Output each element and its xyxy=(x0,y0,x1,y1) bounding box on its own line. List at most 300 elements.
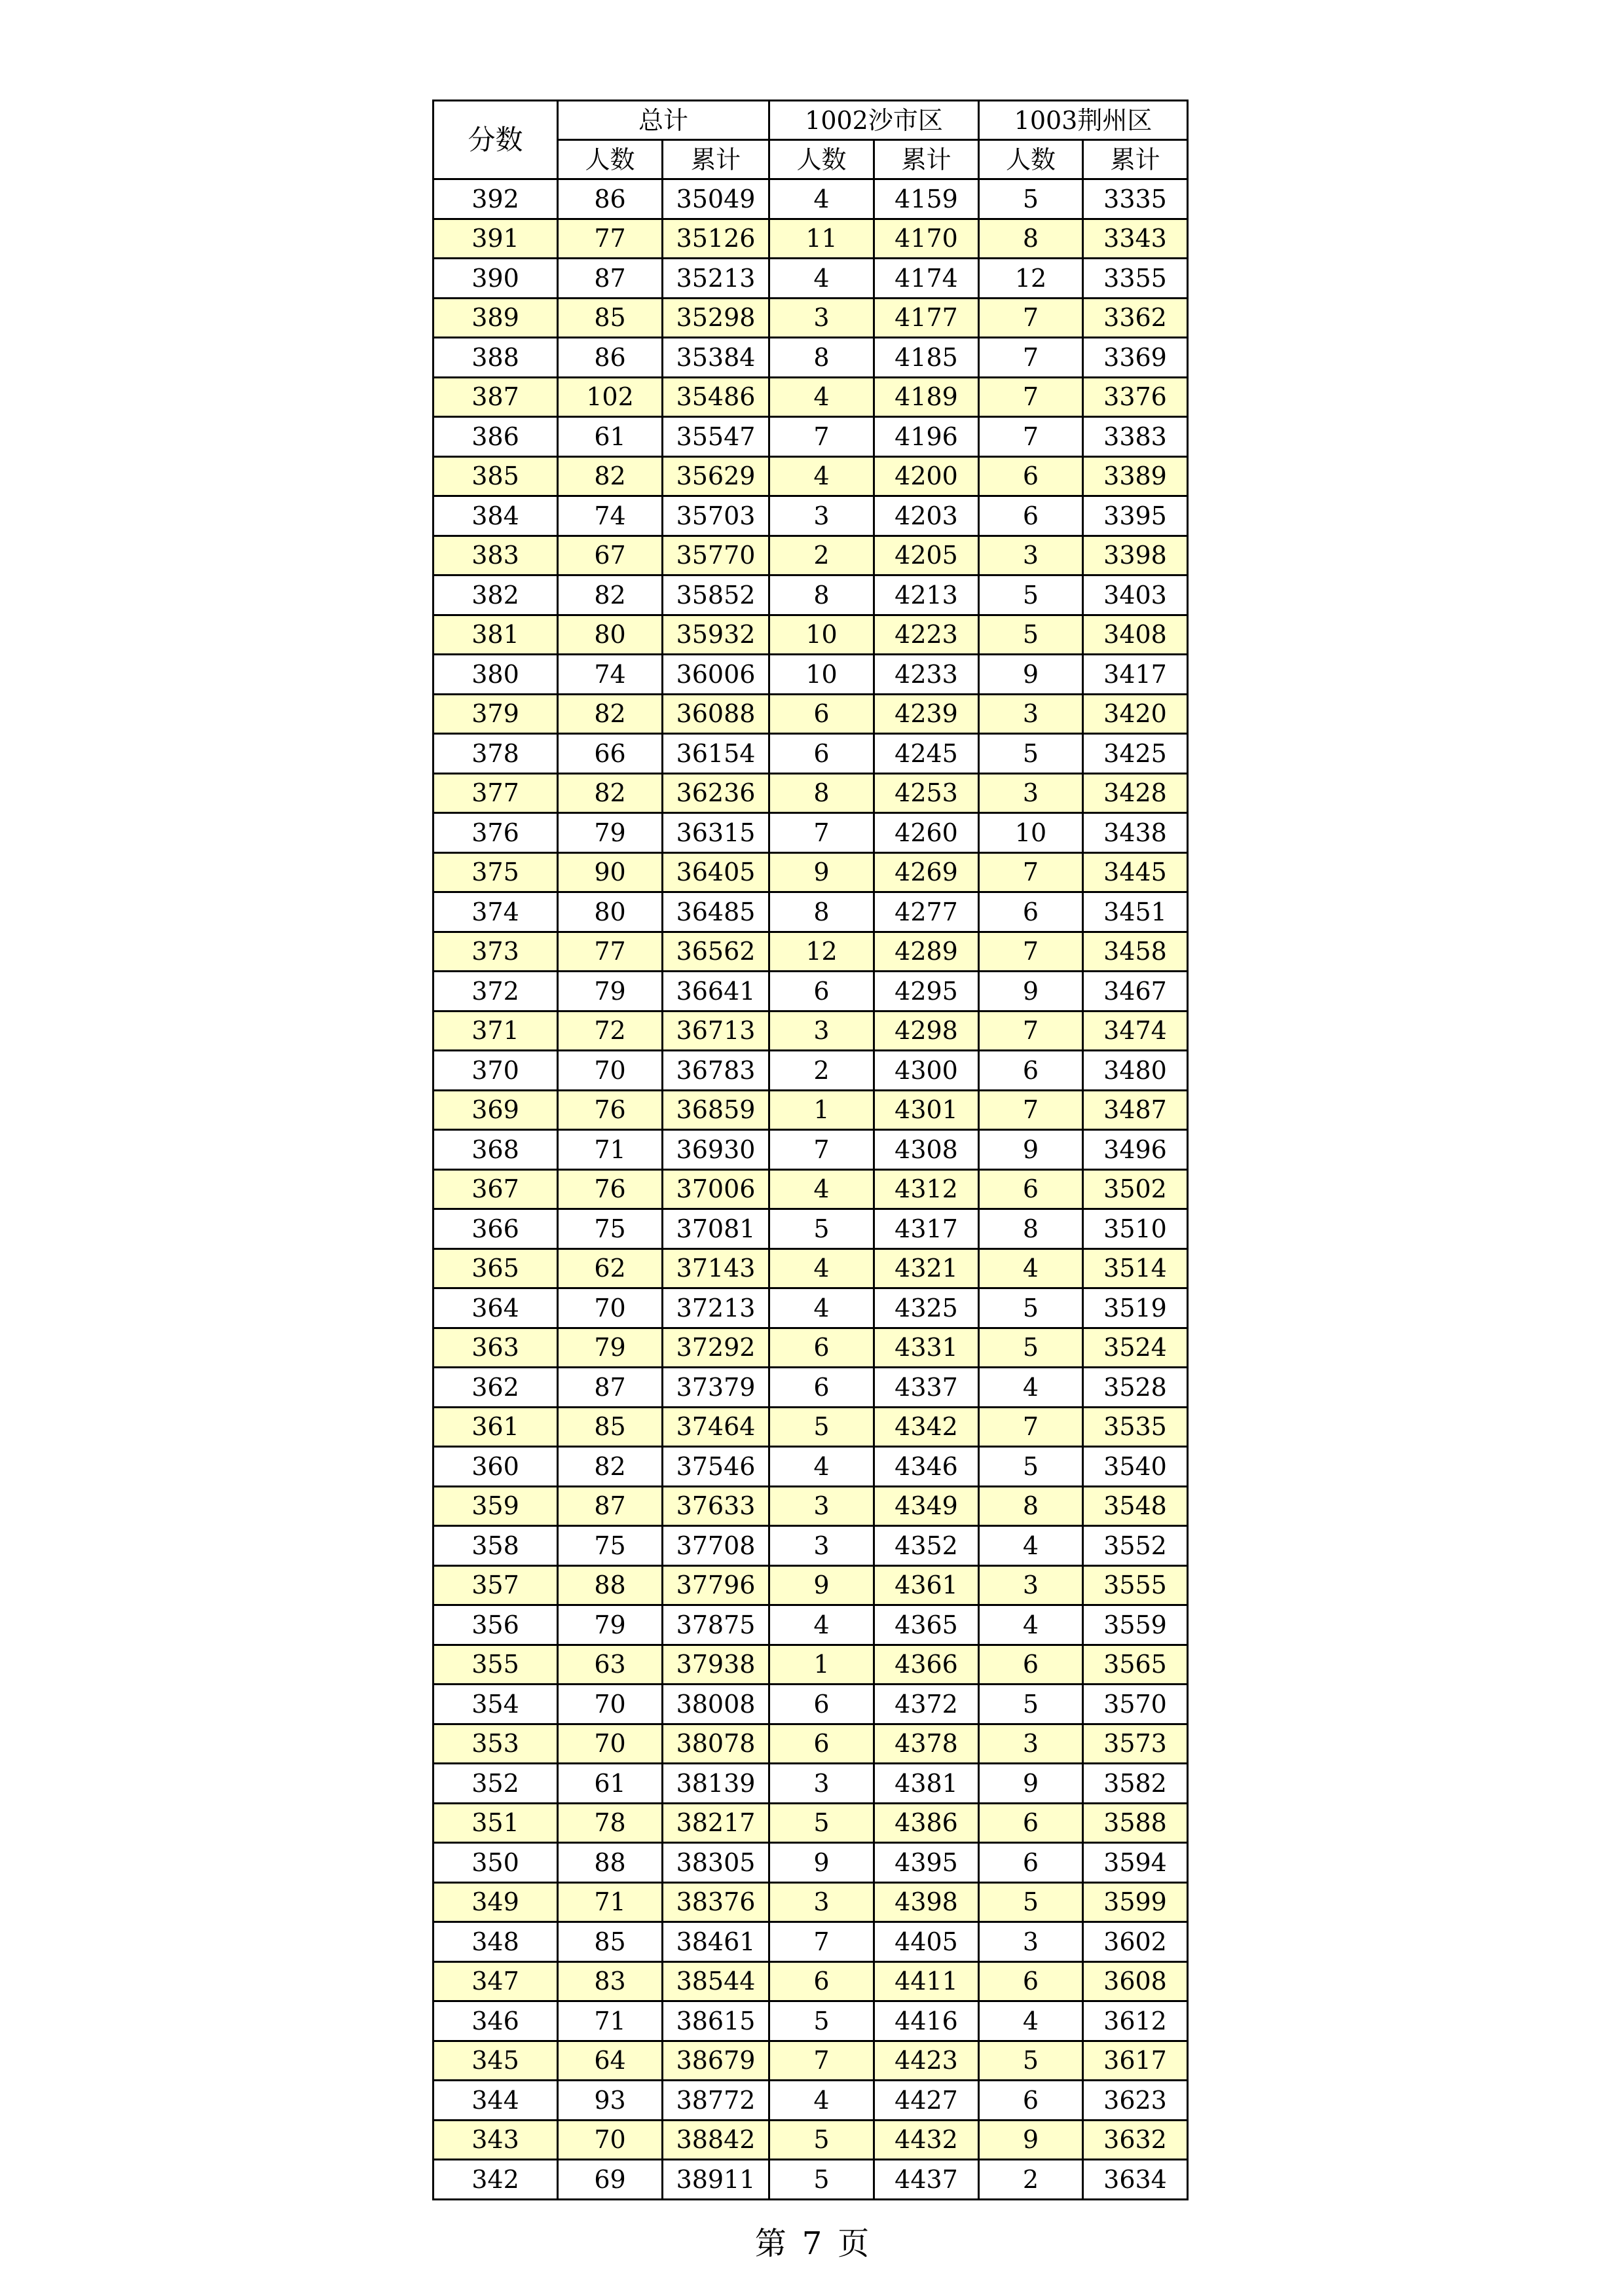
score-cell: 358 xyxy=(434,1526,558,1566)
total-cumulative-cell: 37938 xyxy=(663,1645,769,1685)
total-count-cell: 86 xyxy=(558,179,663,219)
shashi-count-cell: 2 xyxy=(769,1051,874,1091)
jingzhou-count-cell: 5 xyxy=(979,1882,1083,1922)
jingzhou-cumulative-cell: 3632 xyxy=(1083,2120,1188,2160)
jingzhou-cumulative-cell: 3474 xyxy=(1083,1011,1188,1051)
shashi-cumulative-cell: 4174 xyxy=(874,259,979,299)
jingzhou-count-cell: 7 xyxy=(979,377,1083,417)
table-row xyxy=(434,417,1188,457)
shashi-count-cell: 5 xyxy=(769,2160,874,2200)
table-row xyxy=(434,1803,1188,1843)
table-row xyxy=(434,179,1188,219)
jingzhou-cumulative-cell: 3570 xyxy=(1083,1685,1188,1724)
score-cell: 346 xyxy=(434,2001,558,2041)
table-row xyxy=(434,1248,1188,1288)
score-cell: 355 xyxy=(434,1645,558,1685)
score-cell: 365 xyxy=(434,1248,558,1288)
score-cell: 388 xyxy=(434,338,558,378)
shashi-count-cell: 5 xyxy=(769,2120,874,2160)
shashi-count-cell: 6 xyxy=(769,1328,874,1368)
jingzhou-count-cell: 4 xyxy=(979,1368,1083,1408)
jingzhou-count-cell: 10 xyxy=(979,813,1083,853)
total-count-cell: 77 xyxy=(558,932,663,972)
shashi-count-cell: 6 xyxy=(769,734,874,774)
jingzhou-cumulative-cell: 3519 xyxy=(1083,1288,1188,1328)
shashi-cumulative-header: 累计 xyxy=(874,140,979,179)
shashi-cumulative-cell: 4233 xyxy=(874,655,979,695)
jingzhou-count-cell: 7 xyxy=(979,932,1083,972)
table-row xyxy=(434,813,1188,853)
total-cumulative-cell: 38461 xyxy=(663,1922,769,1962)
jingzhou-cumulative-cell: 3395 xyxy=(1083,496,1188,536)
table-row xyxy=(434,456,1188,496)
shashi-count-cell: 7 xyxy=(769,1130,874,1170)
total-cumulative-cell: 38679 xyxy=(663,2041,769,2081)
total-cumulative-cell: 35126 xyxy=(663,219,769,259)
total-cumulative-header: 累计 xyxy=(663,140,769,179)
shashi-cumulative-cell: 4223 xyxy=(874,615,979,655)
jingzhou-count-cell: 5 xyxy=(979,575,1083,615)
score-cell: 378 xyxy=(434,734,558,774)
jingzhou-cumulative-cell: 3417 xyxy=(1083,655,1188,695)
score-cell: 383 xyxy=(434,536,558,575)
jingzhou-cumulative-cell: 3599 xyxy=(1083,1882,1188,1922)
total-cumulative-cell: 38772 xyxy=(663,2081,769,2121)
jingzhou-cumulative-cell: 3524 xyxy=(1083,1328,1188,1368)
shashi-count-cell: 6 xyxy=(769,1724,874,1764)
shashi-cumulative-cell: 4398 xyxy=(874,1882,979,1922)
score-cell: 352 xyxy=(434,1764,558,1804)
total-count-cell: 79 xyxy=(558,813,663,853)
shashi-cumulative-cell: 4386 xyxy=(874,1803,979,1843)
score-cell: 353 xyxy=(434,1724,558,1764)
jingzhou-count-cell: 3 xyxy=(979,773,1083,813)
jingzhou-count-cell: 5 xyxy=(979,615,1083,655)
total-cumulative-cell: 36154 xyxy=(663,734,769,774)
score-cell: 344 xyxy=(434,2081,558,2121)
score-table xyxy=(432,100,1189,2200)
shashi-count-cell: 6 xyxy=(769,1368,874,1408)
total-count-cell: 80 xyxy=(558,892,663,932)
shashi-cumulative-cell: 4308 xyxy=(874,1130,979,1170)
shashi-cumulative-cell: 4317 xyxy=(874,1209,979,1249)
total-cumulative-cell: 35213 xyxy=(663,259,769,299)
jingzhou-count-cell: 6 xyxy=(979,1803,1083,1843)
shashi-count-cell: 8 xyxy=(769,892,874,932)
shashi-cumulative-cell: 4325 xyxy=(874,1288,979,1328)
jingzhou-cumulative-cell: 3383 xyxy=(1083,417,1188,457)
total-count-cell: 69 xyxy=(558,2160,663,2200)
jingzhou-cumulative-cell: 3376 xyxy=(1083,377,1188,417)
jingzhou-cumulative-cell: 3369 xyxy=(1083,338,1188,378)
total-count-cell: 78 xyxy=(558,1803,663,1843)
shashi-cumulative-cell: 4298 xyxy=(874,1011,979,1051)
jingzhou-cumulative-cell: 3451 xyxy=(1083,892,1188,932)
shashi-cumulative-cell: 4189 xyxy=(874,377,979,417)
score-cell: 389 xyxy=(434,298,558,338)
score-cell: 368 xyxy=(434,1130,558,1170)
total-count-cell: 85 xyxy=(558,298,663,338)
jingzhou-count-cell: 4 xyxy=(979,1605,1083,1645)
shashi-count-cell: 9 xyxy=(769,1843,874,1883)
total-count-cell: 88 xyxy=(558,1565,663,1605)
jingzhou-count-cell: 8 xyxy=(979,1486,1083,1526)
shashi-count-cell: 2 xyxy=(769,536,874,575)
score-cell: 348 xyxy=(434,1922,558,1962)
total-cumulative-cell: 35770 xyxy=(663,536,769,575)
shashi-count-cell: 5 xyxy=(769,1407,874,1447)
jingzhou-cumulative-cell: 3617 xyxy=(1083,2041,1188,2081)
total-group-header: 总计 xyxy=(558,101,769,140)
shashi-cumulative-cell: 4395 xyxy=(874,1843,979,1883)
score-cell: 357 xyxy=(434,1565,558,1605)
table-row xyxy=(434,694,1188,734)
score-cell: 356 xyxy=(434,1605,558,1645)
score-cell: 392 xyxy=(434,179,558,219)
total-count-cell: 66 xyxy=(558,734,663,774)
total-cumulative-cell: 35852 xyxy=(663,575,769,615)
total-count-cell: 87 xyxy=(558,1368,663,1408)
score-cell: 362 xyxy=(434,1368,558,1408)
shashi-cumulative-cell: 4177 xyxy=(874,298,979,338)
shashi-count-cell: 12 xyxy=(769,932,874,972)
jingzhou-cumulative-cell: 3425 xyxy=(1083,734,1188,774)
score-cell: 382 xyxy=(434,575,558,615)
shashi-cumulative-cell: 4337 xyxy=(874,1368,979,1408)
total-count-cell: 71 xyxy=(558,2001,663,2041)
shashi-cumulative-cell: 4321 xyxy=(874,1248,979,1288)
shashi-cumulative-cell: 4411 xyxy=(874,1961,979,2001)
jingzhou-cumulative-cell: 3623 xyxy=(1083,2081,1188,2121)
jingzhou-cumulative-cell: 3535 xyxy=(1083,1407,1188,1447)
shashi-count-cell: 10 xyxy=(769,615,874,655)
shashi-count-cell: 8 xyxy=(769,338,874,378)
score-cell: 369 xyxy=(434,1090,558,1130)
total-count-cell: 70 xyxy=(558,1051,663,1091)
table-row xyxy=(434,1288,1188,1328)
table-row xyxy=(434,1961,1188,2001)
jingzhou-count-cell: 5 xyxy=(979,1685,1083,1724)
jingzhou-cumulative-cell: 3555 xyxy=(1083,1565,1188,1605)
jingzhou-cumulative-cell: 3335 xyxy=(1083,179,1188,219)
table-row xyxy=(434,734,1188,774)
score-cell: 370 xyxy=(434,1051,558,1091)
shashi-count-cell: 4 xyxy=(769,1447,874,1487)
table-row xyxy=(434,655,1188,695)
total-count-cell: 102 xyxy=(558,377,663,417)
total-cumulative-cell: 36315 xyxy=(663,813,769,853)
jingzhou-cumulative-cell: 3428 xyxy=(1083,773,1188,813)
total-count-cell: 74 xyxy=(558,655,663,695)
page-footer xyxy=(0,2218,1624,2263)
score-cell: 372 xyxy=(434,972,558,1011)
shashi-cumulative-cell: 4365 xyxy=(874,1605,979,1645)
shashi-count-cell: 6 xyxy=(769,972,874,1011)
table-row xyxy=(434,1882,1188,1922)
jingzhou-count-cell: 5 xyxy=(979,1288,1083,1328)
jingzhou-count-cell: 6 xyxy=(979,456,1083,496)
shashi-group-header: 1002沙市区 xyxy=(769,101,979,140)
shashi-count-cell: 5 xyxy=(769,1803,874,1843)
shashi-count-header: 人数 xyxy=(769,140,874,179)
table-row xyxy=(434,377,1188,417)
table-row xyxy=(434,2041,1188,2081)
score-cell: 380 xyxy=(434,655,558,695)
jingzhou-cumulative-cell: 3502 xyxy=(1083,1169,1188,1209)
table-row xyxy=(434,1764,1188,1804)
table-row xyxy=(434,1407,1188,1447)
table-row xyxy=(434,1090,1188,1130)
table-row xyxy=(434,932,1188,972)
shashi-cumulative-cell: 4185 xyxy=(874,338,979,378)
shashi-cumulative-cell: 4277 xyxy=(874,892,979,932)
shashi-count-cell: 1 xyxy=(769,1645,874,1685)
jingzhou-cumulative-cell: 3548 xyxy=(1083,1486,1188,1526)
jingzhou-cumulative-cell: 3602 xyxy=(1083,1922,1188,1962)
shashi-count-cell: 8 xyxy=(769,575,874,615)
total-cumulative-cell: 38139 xyxy=(663,1764,769,1804)
shashi-count-cell: 4 xyxy=(769,1248,874,1288)
total-cumulative-cell: 37006 xyxy=(663,1169,769,1209)
jingzhou-count-cell: 5 xyxy=(979,734,1083,774)
total-count-cell: 70 xyxy=(558,1685,663,1724)
jingzhou-cumulative-cell: 3540 xyxy=(1083,1447,1188,1487)
total-count-cell: 82 xyxy=(558,1447,663,1487)
total-count-cell: 79 xyxy=(558,972,663,1011)
jingzhou-count-cell: 9 xyxy=(979,972,1083,1011)
jingzhou-count-cell: 7 xyxy=(979,417,1083,457)
jingzhou-cumulative-cell: 3552 xyxy=(1083,1526,1188,1566)
jingzhou-count-cell: 6 xyxy=(979,1961,1083,2001)
total-count-cell: 75 xyxy=(558,1209,663,1249)
jingzhou-cumulative-cell: 3496 xyxy=(1083,1130,1188,1170)
jingzhou-count-cell: 3 xyxy=(979,1724,1083,1764)
total-count-cell: 70 xyxy=(558,1288,663,1328)
shashi-cumulative-cell: 4213 xyxy=(874,575,979,615)
score-cell: 375 xyxy=(434,852,558,892)
table-row xyxy=(434,1368,1188,1408)
total-cumulative-cell: 37081 xyxy=(663,1209,769,1249)
table-row xyxy=(434,2001,1188,2041)
header-row-groups xyxy=(434,101,1188,140)
shashi-count-cell: 4 xyxy=(769,377,874,417)
shashi-cumulative-cell: 4253 xyxy=(874,773,979,813)
jingzhou-count-cell: 5 xyxy=(979,179,1083,219)
total-cumulative-cell: 36405 xyxy=(663,852,769,892)
score-column-header: 分数 xyxy=(434,101,558,179)
total-count-cell: 82 xyxy=(558,694,663,734)
jingzhou-cumulative-cell: 3438 xyxy=(1083,813,1188,853)
shashi-cumulative-cell: 4239 xyxy=(874,694,979,734)
table-row xyxy=(434,1685,1188,1724)
shashi-count-cell: 6 xyxy=(769,1685,874,1724)
score-cell: 354 xyxy=(434,1685,558,1724)
shashi-count-cell: 3 xyxy=(769,1882,874,1922)
jingzhou-count-cell: 8 xyxy=(979,1209,1083,1249)
score-cell: 349 xyxy=(434,1882,558,1922)
total-count-cell: 77 xyxy=(558,219,663,259)
jingzhou-count-cell: 7 xyxy=(979,1407,1083,1447)
total-cumulative-cell: 36859 xyxy=(663,1090,769,1130)
jingzhou-count-cell: 7 xyxy=(979,338,1083,378)
total-count-cell: 82 xyxy=(558,456,663,496)
table-row xyxy=(434,1011,1188,1051)
total-cumulative-cell: 37708 xyxy=(663,1526,769,1566)
total-cumulative-cell: 38615 xyxy=(663,2001,769,2041)
shashi-cumulative-cell: 4245 xyxy=(874,734,979,774)
shashi-count-cell: 8 xyxy=(769,773,874,813)
shashi-count-cell: 4 xyxy=(769,2081,874,2121)
total-count-cell: 93 xyxy=(558,2081,663,2121)
table-row xyxy=(434,1526,1188,1566)
total-cumulative-cell: 35486 xyxy=(663,377,769,417)
score-cell: 343 xyxy=(434,2120,558,2160)
jingzhou-count-cell: 9 xyxy=(979,655,1083,695)
shashi-cumulative-cell: 4300 xyxy=(874,1051,979,1091)
shashi-count-cell: 7 xyxy=(769,813,874,853)
jingzhou-count-cell: 4 xyxy=(979,2001,1083,2041)
shashi-count-cell: 3 xyxy=(769,298,874,338)
jingzhou-cumulative-cell: 3514 xyxy=(1083,1248,1188,1288)
shashi-cumulative-cell: 4423 xyxy=(874,2041,979,2081)
score-cell: 371 xyxy=(434,1011,558,1051)
table-row xyxy=(434,298,1188,338)
total-cumulative-cell: 37875 xyxy=(663,1605,769,1645)
shashi-count-cell: 7 xyxy=(769,2041,874,2081)
jingzhou-cumulative-cell: 3528 xyxy=(1083,1368,1188,1408)
score-cell: 376 xyxy=(434,813,558,853)
shashi-cumulative-cell: 4342 xyxy=(874,1407,979,1447)
shashi-cumulative-cell: 4196 xyxy=(874,417,979,457)
table-row xyxy=(434,1922,1188,1962)
shashi-cumulative-cell: 4200 xyxy=(874,456,979,496)
shashi-cumulative-cell: 4427 xyxy=(874,2081,979,2121)
total-count-cell: 62 xyxy=(558,1248,663,1288)
jingzhou-count-cell: 6 xyxy=(979,2081,1083,2121)
page-prefix: 第 xyxy=(754,2225,786,2262)
shashi-cumulative-cell: 4312 xyxy=(874,1169,979,1209)
jingzhou-count-header: 人数 xyxy=(979,140,1083,179)
score-cell: 367 xyxy=(434,1169,558,1209)
score-cell: 373 xyxy=(434,932,558,972)
shashi-count-cell: 5 xyxy=(769,2001,874,2041)
shashi-cumulative-cell: 4381 xyxy=(874,1764,979,1804)
shashi-cumulative-cell: 4295 xyxy=(874,972,979,1011)
total-count-cell: 61 xyxy=(558,417,663,457)
jingzhou-cumulative-cell: 3487 xyxy=(1083,1090,1188,1130)
score-cell: 384 xyxy=(434,496,558,536)
shashi-cumulative-cell: 4203 xyxy=(874,496,979,536)
jingzhou-count-cell: 9 xyxy=(979,2120,1083,2160)
shashi-cumulative-cell: 4260 xyxy=(874,813,979,853)
total-cumulative-cell: 38544 xyxy=(663,1961,769,2001)
score-cell: 386 xyxy=(434,417,558,457)
shashi-count-cell: 4 xyxy=(769,1288,874,1328)
table-body xyxy=(434,179,1188,2200)
jingzhou-count-cell: 3 xyxy=(979,1922,1083,1962)
table-row xyxy=(434,259,1188,299)
shashi-cumulative-cell: 4349 xyxy=(874,1486,979,1526)
shashi-count-cell: 9 xyxy=(769,852,874,892)
total-cumulative-cell: 35547 xyxy=(663,417,769,457)
total-count-cell: 72 xyxy=(558,1011,663,1051)
total-count-cell: 85 xyxy=(558,1407,663,1447)
total-count-cell: 67 xyxy=(558,536,663,575)
shashi-cumulative-cell: 4432 xyxy=(874,2120,979,2160)
jingzhou-cumulative-cell: 3403 xyxy=(1083,575,1188,615)
table-row xyxy=(434,1328,1188,1368)
score-cell: 385 xyxy=(434,456,558,496)
score-cell: 342 xyxy=(434,2160,558,2200)
total-count-cell: 85 xyxy=(558,1922,663,1962)
jingzhou-count-cell: 5 xyxy=(979,2041,1083,2081)
jingzhou-cumulative-cell: 3458 xyxy=(1083,932,1188,972)
shashi-count-cell: 4 xyxy=(769,259,874,299)
total-cumulative-cell: 35049 xyxy=(663,179,769,219)
shashi-cumulative-cell: 4405 xyxy=(874,1922,979,1962)
jingzhou-cumulative-cell: 3467 xyxy=(1083,972,1188,1011)
total-cumulative-cell: 37546 xyxy=(663,1447,769,1487)
shashi-count-cell: 3 xyxy=(769,1526,874,1566)
table-row xyxy=(434,615,1188,655)
total-count-cell: 79 xyxy=(558,1328,663,1368)
table-row xyxy=(434,892,1188,932)
jingzhou-count-cell: 6 xyxy=(979,1169,1083,1209)
shashi-cumulative-cell: 4416 xyxy=(874,2001,979,2041)
jingzhou-count-cell: 6 xyxy=(979,1645,1083,1685)
score-cell: 364 xyxy=(434,1288,558,1328)
jingzhou-count-cell: 12 xyxy=(979,259,1083,299)
score-cell: 387 xyxy=(434,377,558,417)
score-cell: 363 xyxy=(434,1328,558,1368)
shashi-count-cell: 4 xyxy=(769,1169,874,1209)
total-count-cell: 75 xyxy=(558,1526,663,1566)
total-cumulative-cell: 36485 xyxy=(663,892,769,932)
jingzhou-count-cell: 6 xyxy=(979,496,1083,536)
total-cumulative-cell: 37633 xyxy=(663,1486,769,1526)
total-count-cell: 76 xyxy=(558,1090,663,1130)
table-row xyxy=(434,1724,1188,1764)
table-row xyxy=(434,1447,1188,1487)
table-row xyxy=(434,1051,1188,1091)
shashi-cumulative-cell: 4269 xyxy=(874,852,979,892)
jingzhou-count-cell: 5 xyxy=(979,1447,1083,1487)
shashi-cumulative-cell: 4346 xyxy=(874,1447,979,1487)
shashi-cumulative-cell: 4205 xyxy=(874,536,979,575)
total-cumulative-cell: 35384 xyxy=(663,338,769,378)
shashi-count-cell: 4 xyxy=(769,179,874,219)
shashi-count-cell: 4 xyxy=(769,456,874,496)
shashi-count-cell: 6 xyxy=(769,694,874,734)
total-cumulative-cell: 35703 xyxy=(663,496,769,536)
total-cumulative-cell: 36006 xyxy=(663,655,769,695)
score-cell: 345 xyxy=(434,2041,558,2081)
table-row xyxy=(434,1605,1188,1645)
jingzhou-cumulative-cell: 3420 xyxy=(1083,694,1188,734)
table-row xyxy=(434,1843,1188,1883)
table-row xyxy=(434,1169,1188,1209)
table-header xyxy=(434,101,1188,179)
score-cell: 391 xyxy=(434,219,558,259)
jingzhou-count-cell: 7 xyxy=(979,852,1083,892)
total-count-cell: 63 xyxy=(558,1645,663,1685)
total-cumulative-cell: 36930 xyxy=(663,1130,769,1170)
total-count-cell: 79 xyxy=(558,1605,663,1645)
jingzhou-cumulative-cell: 3398 xyxy=(1083,536,1188,575)
total-count-cell: 87 xyxy=(558,259,663,299)
shashi-count-cell: 11 xyxy=(769,219,874,259)
jingzhou-cumulative-cell: 3612 xyxy=(1083,2001,1188,2041)
